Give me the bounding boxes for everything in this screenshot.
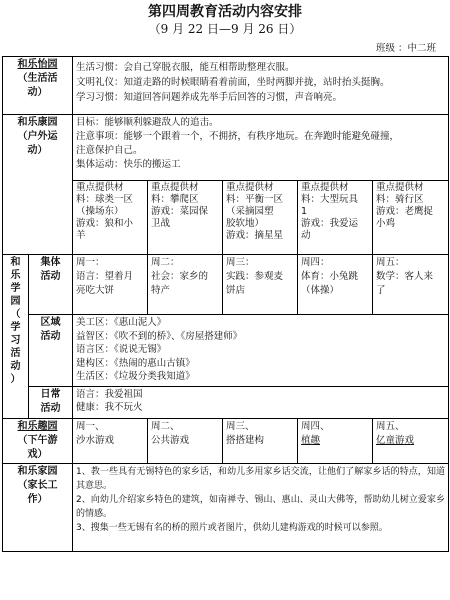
class-name: 班级 ：中二班 (375, 43, 436, 54)
play-cell-fri (373, 419, 449, 464)
learning-label-char: 和 (10, 257, 21, 268)
daily-label-line1: 日常 (40, 389, 61, 400)
group-cell-tue (148, 255, 223, 315)
outdoor-group-game: 集体运动：快乐的搬运工 (76, 159, 181, 170)
outdoor-cell-line: 游戏：菜园保 (151, 206, 209, 217)
section-label-outdoor-line3: 动） (27, 145, 48, 156)
section-label-play-line3: 戏） (27, 449, 48, 460)
row-learning-group (3, 255, 449, 315)
outdoor-goal: 目标：能够顺利躲避敌人的追击。 (76, 117, 219, 128)
group-cell-line: 特产 (151, 285, 171, 296)
play-cell-line: 公共游戏 (151, 435, 190, 446)
play-cell-line: 周三、 (226, 421, 255, 432)
subsection-label-daily (29, 387, 73, 419)
row-learning-area (3, 315, 449, 387)
section-label-outdoor (3, 115, 73, 255)
outdoor-cell-line: 料：大型玩具 (301, 194, 359, 205)
play-cell-line: 周一、 (76, 421, 105, 432)
outdoor-cell-line: （采摘园塑 (226, 206, 274, 217)
section-label-home-line2: （家长工 (17, 480, 58, 491)
outdoor-note-2: 注意保护自己。 (76, 145, 143, 156)
group-cell-line: 周五： (376, 257, 405, 268)
subsection-label-group (29, 255, 73, 315)
group-cell-thu (298, 255, 373, 315)
life-content (73, 57, 449, 115)
outdoor-cell-line: 料：平衡一区 (226, 194, 284, 205)
outdoor-cell-line: 重点提供材 (301, 182, 349, 193)
section-label-life (3, 57, 73, 115)
group-cell-mon (73, 255, 148, 315)
outdoor-cell-line: 料：骑行区 (376, 194, 424, 205)
group-cell-line: 语言：望着月 (76, 271, 134, 282)
group-cell-line: 周一： (76, 257, 105, 268)
group-cell-line: 了 (376, 285, 386, 296)
outdoor-note-1: 注意事项：能够一个跟着一个，不拥挤，有秩序地玩。在奔跑时能避免碰撞， (76, 131, 400, 142)
group-cell-line: 周二： (151, 257, 180, 268)
row-outdoor-goal (3, 115, 449, 181)
outdoor-cell-line: 游戏：狼和小 (76, 218, 134, 229)
daily-item: 语言：我爱祖国 (76, 389, 143, 400)
area-content (73, 315, 449, 387)
group-cell-line: 社会：家乡的 (151, 271, 209, 282)
section-label-outdoor-line1: 和乐康园 (17, 117, 58, 128)
outdoor-cell-thu (298, 181, 373, 255)
outdoor-cell-tue (148, 181, 223, 255)
section-label-play-line2: （下午游 (17, 435, 58, 446)
group-cell-line: 体育：小兔跳 (301, 271, 359, 282)
outdoor-cell-line: 游戏：摘星星 (226, 230, 284, 241)
group-cell-line: 数学：客人来 (376, 271, 434, 282)
home-item: 2、向幼儿介绍家乡特色的建筑，如南禅寺、锡山、惠山、灵山大佛等，帮助幼儿树立爱家乡的情感。 (76, 495, 446, 519)
play-cell-line: 周五、 (376, 421, 405, 432)
life-item: 学习习惯：知道回答问题养成先举手后回答的习惯，声音响亮。 (76, 92, 343, 103)
outdoor-cell-line: （操场东） (76, 206, 124, 217)
home-content (73, 464, 449, 552)
group-cell-line: 亮吃大饼 (76, 285, 115, 296)
learning-label-char: 习 (10, 335, 21, 346)
area-label-line2: 活动 (40, 331, 61, 342)
row-learning-daily (3, 387, 449, 419)
play-cell-line: 亿童游戏 (376, 435, 415, 446)
life-item: 生活习惯：会自己穿脱衣服，能互相帮助整理衣服。 (76, 62, 295, 73)
group-cell-line: 周四： (301, 257, 330, 268)
learning-label-char: ） (10, 374, 21, 385)
play-cell-thu (298, 419, 373, 464)
outdoor-cell-mon (73, 181, 148, 255)
learning-label-char: （ (10, 309, 21, 320)
outdoor-cell-line: 重点提供材 (151, 182, 199, 193)
document-title: 第四周教育活动内容安排 (148, 4, 302, 20)
home-item: 3、搜集一些无锡有名的桥的照片或者图片，供幼儿建构游戏的时候可以参照。 (76, 523, 388, 533)
learning-label-char: 动 (10, 361, 21, 372)
outdoor-cell-line: 重点提供材 (76, 182, 124, 193)
outdoor-info (73, 115, 449, 181)
learning-label-char: 学 (10, 322, 21, 333)
play-cell-line: 周四、 (301, 421, 330, 432)
life-item: 文明礼仪：知道走路的时候眼睛看着前面，坐时两脚并拢，站时抬头挺胸。 (76, 77, 390, 88)
group-cell-line: 实践：参观麦 (226, 271, 284, 282)
play-cell-line: 沙水游戏 (76, 435, 115, 446)
daily-item: 健康：我不玩火 (76, 402, 143, 413)
group-cell-line: （体操） (301, 285, 340, 296)
outdoor-cell-line: 胶软地） (226, 218, 265, 229)
learning-label-char: 学 (10, 283, 21, 294)
play-cell-line: 搭搭建构 (226, 435, 265, 446)
area-label-line1: 区域 (40, 317, 61, 328)
row-life (3, 57, 449, 115)
section-label-life-line1: 和乐怡园 (17, 59, 58, 70)
outdoor-cell-line: 料：球类一区 (76, 194, 134, 205)
outdoor-cell-line: 小鸡 (376, 218, 396, 229)
section-label-outdoor-line2: （户外运 (17, 131, 58, 142)
outdoor-cell-line: 料：攀爬区 (151, 194, 199, 205)
area-item: 建构区：《热闹的惠山古镇》 (76, 357, 195, 369)
outdoor-cell-line: 羊 (76, 230, 86, 241)
outdoor-cell-wed (223, 181, 298, 255)
section-label-play-line1: 和乐趣园 (17, 421, 58, 432)
outdoor-cell-line: 卫战 (151, 218, 171, 229)
group-label-line2: 活动 (40, 271, 61, 282)
schedule-table (2, 56, 449, 552)
section-label-home-line3: 作） (27, 494, 48, 505)
section-label-home-line1: 和乐家园 (17, 466, 58, 477)
section-label-life-line3: 动） (27, 87, 48, 98)
area-item: 语言区：《说说无锡》 (76, 344, 167, 355)
section-label-life-line2: （生活活 (17, 73, 58, 84)
outdoor-cell-line: 动 (301, 230, 311, 241)
row-play (3, 419, 449, 464)
section-label-play (3, 419, 73, 464)
learning-label-char: 活 (10, 348, 21, 359)
learning-label-char: 园 (10, 296, 21, 307)
play-cell-tue (148, 419, 223, 464)
section-label-learning (3, 255, 29, 419)
outdoor-cell-line: 重点提供材 (226, 182, 274, 193)
group-cell-line: 周三： (226, 257, 255, 268)
daily-label-line2: 活动 (40, 403, 61, 414)
area-item: 美工区：《惠山泥人》 (76, 317, 167, 328)
outdoor-cell-line: 1 (301, 206, 308, 217)
outdoor-cell-line: 游戏：老鹰捉 (376, 206, 434, 217)
area-item: 生活区：《垃圾分类我知道》 (76, 371, 195, 382)
group-label-line1: 集体 (40, 257, 61, 268)
home-item: 1、教一些具有无锡特色的家乡话，和幼儿多用家乡话交流，让他们了解家乡话的特点，知道其意思。 (76, 467, 446, 491)
outdoor-cell-line: 游戏：我爱运 (301, 218, 359, 229)
daily-content (73, 387, 449, 419)
learning-label-char: 乐 (10, 270, 21, 281)
group-cell-line: 饼店 (226, 285, 246, 296)
outdoor-cell-fri (373, 181, 449, 255)
play-cell-line: 植趣 (301, 435, 321, 446)
row-home (3, 464, 449, 552)
date-range: （9 月 22 日—9 月 26 日） (148, 22, 302, 36)
group-cell-fri (373, 255, 449, 315)
group-cell-wed (223, 255, 298, 315)
outdoor-cell-line: 重点提供材 (376, 182, 424, 193)
play-cell-line: 周二、 (151, 421, 180, 432)
play-cell-wed (223, 419, 298, 464)
section-label-home (3, 464, 73, 552)
area-item: 益智区：《吹不到的桥》、《房屋搭建师》 (76, 330, 243, 342)
subsection-label-area (29, 315, 73, 387)
play-cell-mon (73, 419, 148, 464)
